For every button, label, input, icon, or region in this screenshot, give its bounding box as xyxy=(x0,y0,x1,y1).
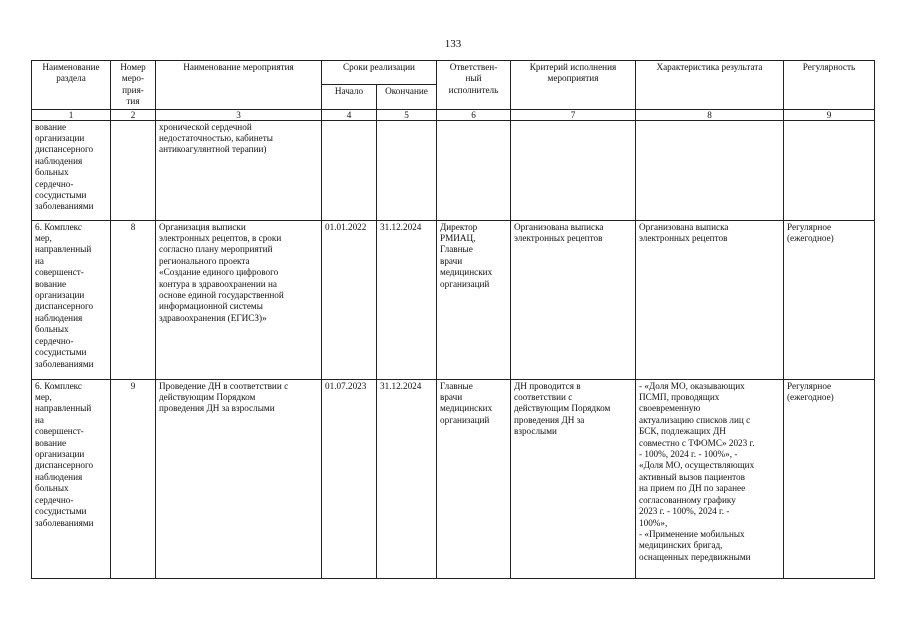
cell-end: 31.12.2024 xyxy=(377,220,437,379)
cell-regularity: Регулярное (ежегодное) xyxy=(784,220,875,379)
cell-start xyxy=(322,120,377,220)
column-number: 8 xyxy=(636,109,784,120)
cell-criterion: ДН проводится в соответствии с действующим Порядком проведения ДН за взрослыми xyxy=(511,379,636,578)
cell-criterion: Организована выписка электронных рецептов xyxy=(511,220,636,379)
cell-criterion xyxy=(511,120,636,220)
header-row xyxy=(32,61,875,85)
cell-section: 6. Комплекс мер, направленный на совершенст- вование организации диспансерного наблюдения больных сердечно- сосудистыми заболеваниями xyxy=(32,379,111,578)
cell-result xyxy=(636,120,784,220)
page-number: 133 xyxy=(444,38,462,50)
cell-section: вование организации диспансерного наблюдения больных сердечно- сосудистыми заболеваниями xyxy=(32,120,111,220)
header-regularity: Регулярность xyxy=(784,61,875,110)
cell-section: 6. Комплекс мер, направленный на совершенст- вование организации диспансерного наблюдения больных сердечно- сосудистыми заболеваниями xyxy=(32,220,111,379)
cell-start: 01.01.2022 xyxy=(322,220,377,379)
cell-responsible: Главные врачи медицинских организаций xyxy=(437,379,511,578)
cell-activity: хронической сердечной недостаточностью, кабинеты антикоагулянтной терапии) xyxy=(156,120,322,220)
column-number: 9 xyxy=(784,109,875,120)
column-number: 4 xyxy=(322,109,377,120)
header-start: Начало xyxy=(322,85,377,109)
table-row xyxy=(32,379,875,578)
cell-regularity: Регулярное (ежегодное) xyxy=(784,379,875,578)
table-row xyxy=(32,120,875,220)
header-end: Окончание xyxy=(377,85,437,109)
column-number: 7 xyxy=(511,109,636,120)
column-number: 5 xyxy=(377,109,437,120)
cell-regularity xyxy=(784,120,875,220)
cell-result: Организована выписка электронных рецептов xyxy=(636,220,784,379)
header-responsible: Ответствен- ный исполнитель xyxy=(437,61,511,110)
column-number: 3 xyxy=(156,109,322,120)
cell-start: 01.07.2023 xyxy=(322,379,377,578)
header-criterion: Критерий исполнения мероприятия xyxy=(511,61,636,110)
column-number: 2 xyxy=(111,109,156,120)
column-number: 6 xyxy=(437,109,511,120)
cell-number: 9 xyxy=(111,379,156,578)
cell-activity: Проведение ДН в соответствии с действующим Порядком проведения ДН за взрослыми xyxy=(156,379,322,578)
header-number: Номер меро- прия- тия xyxy=(111,61,156,110)
cell-activity: Организация выписки электронных рецептов, в сроки согласно плану мероприятий регионального проекта «Создание единого цифрового контура в здравоохранении на основе единой государственной информационной системы здравоохранения (ЕГИСЗ)» xyxy=(156,220,322,379)
table-row xyxy=(32,220,875,379)
header-section: Наименование раздела xyxy=(32,61,111,110)
header-result: Характеристика результата xyxy=(636,61,784,110)
cell-responsible: Директор РМИАЦ, Главные врачи медицинских организаций xyxy=(437,220,511,379)
cell-end: 31.12.2024 xyxy=(377,379,437,578)
cell-responsible xyxy=(437,120,511,220)
cell-end xyxy=(377,120,437,220)
cell-number: 8 xyxy=(111,220,156,379)
cell-number xyxy=(111,120,156,220)
header-terms: Сроки реализации xyxy=(322,61,437,85)
cell-result: - «Доля МО, оказывающих ПСМП, проводящих своевременную актуализацию списков лиц с БСК, подлежащих ДН совместно с ТФОМС» 2023 г. - 100%, 2024 г. - 100%», - «Доля МО, осуществляющих активный вызов пациентов на прием по ДН по заранее согласованному графику 2023 г. - 100%, 2024 г. - 100%», - «Применение мобильных медицинских бригад, оснащенных передвижными xyxy=(636,379,784,578)
activities-table xyxy=(31,60,875,579)
header-activity: Наименование мероприятия xyxy=(156,61,322,110)
column-number-row xyxy=(32,109,875,120)
column-number: 1 xyxy=(32,109,111,120)
